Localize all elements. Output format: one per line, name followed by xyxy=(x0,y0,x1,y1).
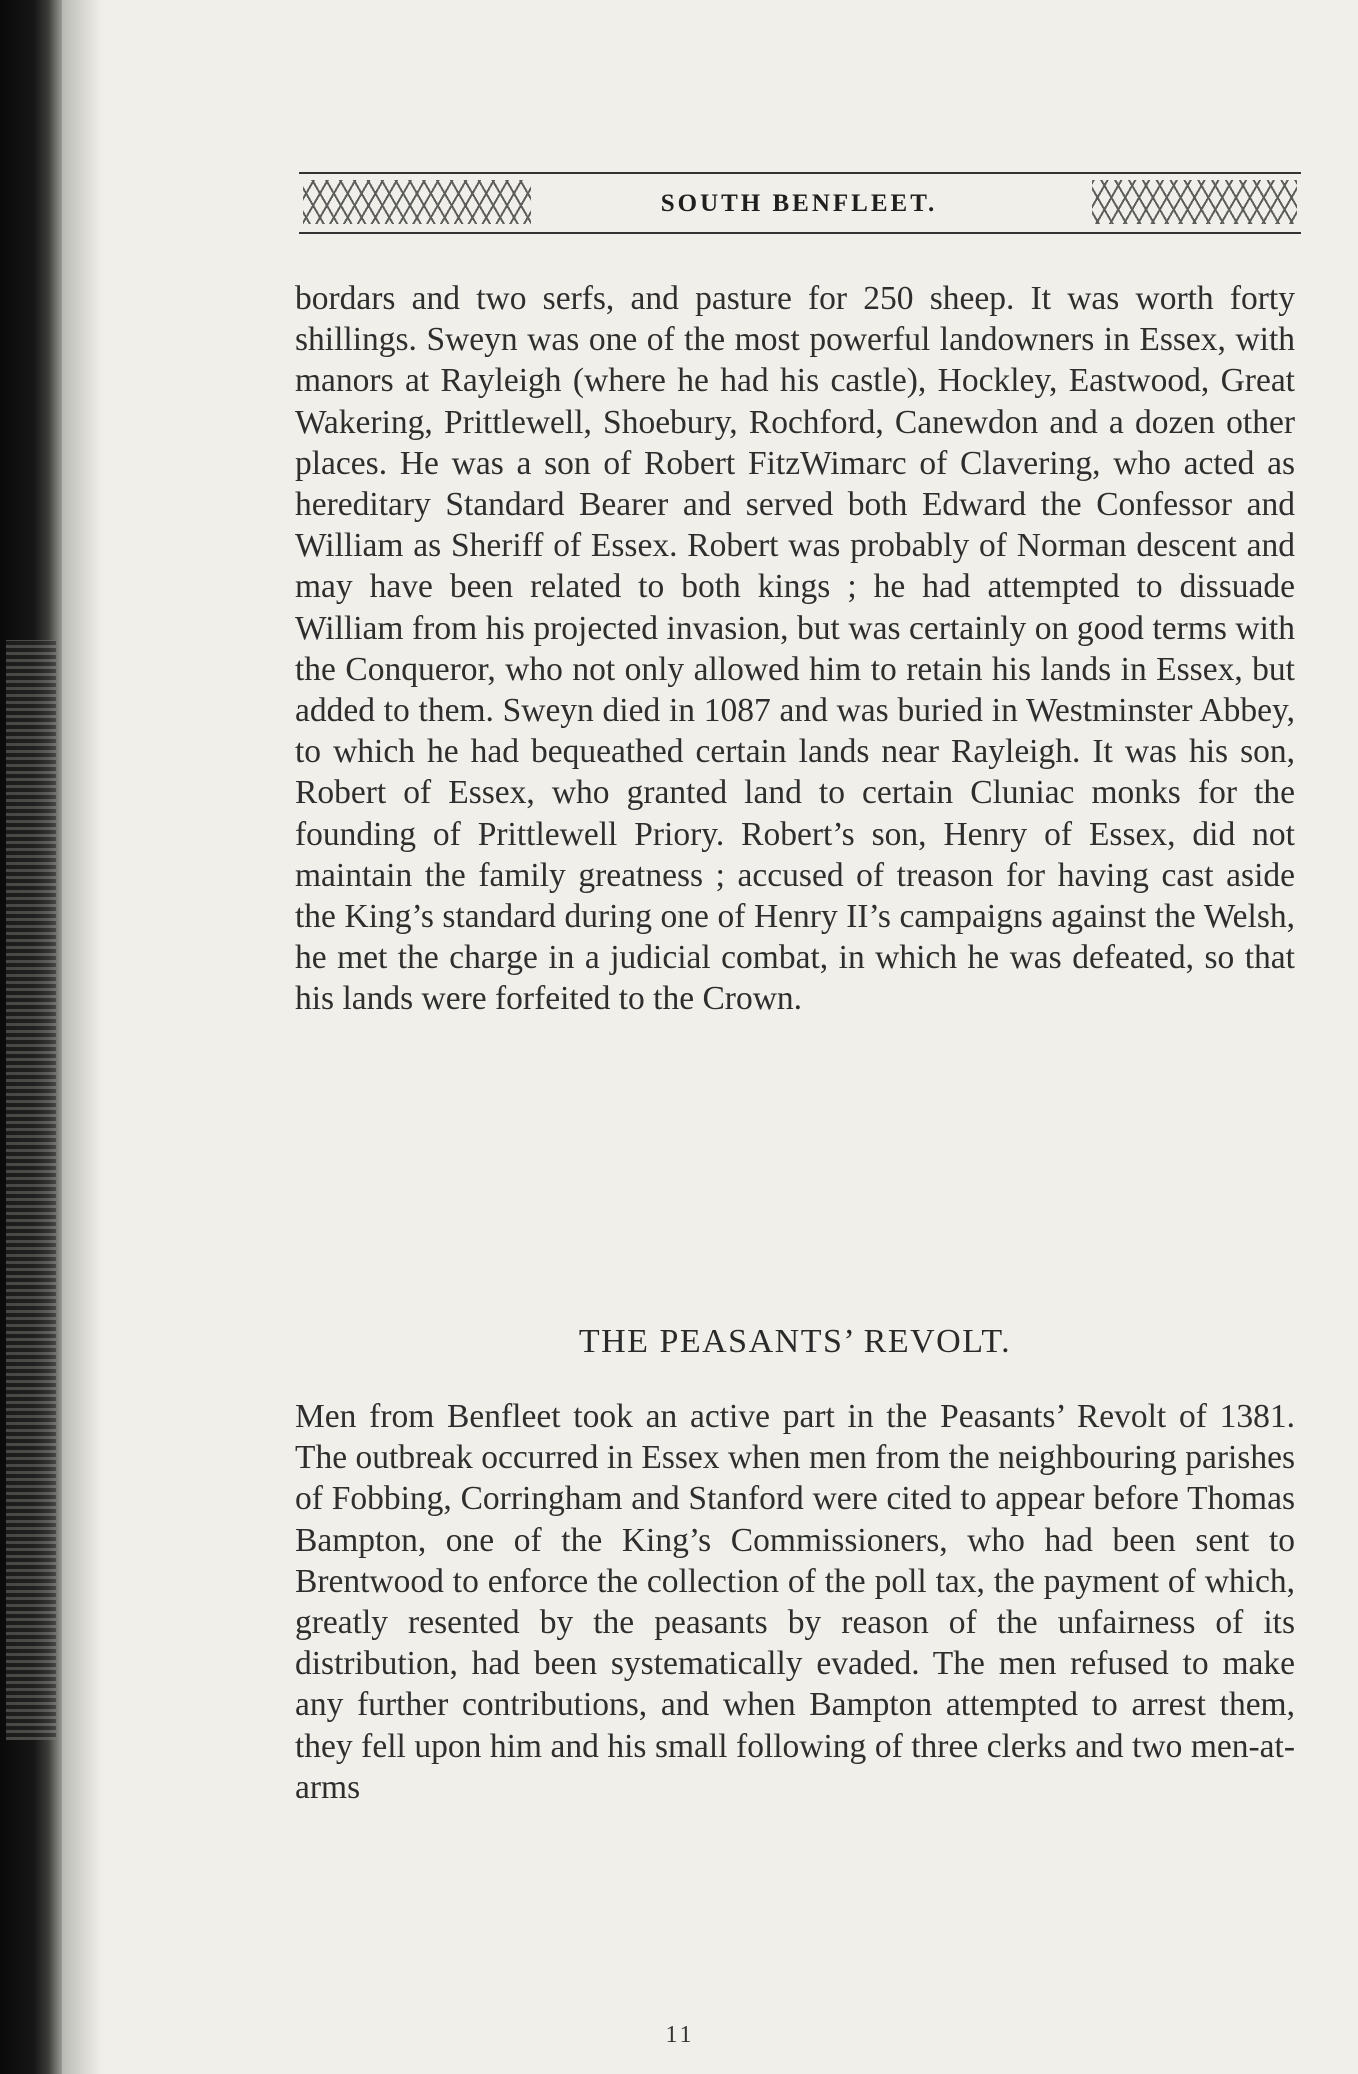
body-paragraph-1 xyxy=(295,278,1295,1020)
paragraph-text: Men from Benfleet took an active part in the Peasants’ Revolt of 1381. The outbreak occurred in Essex when men from the neighbouring parishes of Fobbing, Corringham and Stanford were cited to appear before Thomas Bampton, one of the King’s Commissioners, who had been sent to Brentwood to enforce the collection of the poll tax, the payment of which, greatly resented by the peasants by reason of the unfairness of its distribution, had been systematically evaded. The men refused to make any further contributions, and when Bampton attempted to arrest them, they fell upon him and his small following of three clerks and two men-at-arms xyxy=(295,1398,1295,1806)
book-spine xyxy=(0,0,62,2074)
running-head-title: SOUTH BENFLEET. xyxy=(660,190,938,217)
ornament-band-left xyxy=(303,180,531,224)
page-number: 11 xyxy=(665,2022,695,2048)
ornament-band-right xyxy=(1092,180,1297,224)
section-heading: THE PEASANTS’ REVOLT. xyxy=(578,1323,1012,1360)
running-head xyxy=(299,172,1301,234)
paragraph-text: bordars and two serfs, and pasture for 250 sheep. It was worth forty shillings. Sweyn was one of the most powerful landowners in Essex, with manors at Rayleigh (where he had his castle), Hockley, Eastwood, Great Wakering, Prittlewell, Shoebury, Rochford, Canewdon and a dozen other places. He was a son of Robert FitzWimarc of Clavering, who acted as hereditary Standard Bearer and served both Edward the Confessor and William as Sheriff of Essex. Robert was probably of Norman descent and may have been related to both kings ; he had attempted to dissuade William from his projected invasion, but was certainly on good terms with the Conqueror, who not only allowed him to retain his lands in Essex, but added to them. Sweyn died in 1087 and was buried in Westminster Abbey, to which he had bequeathed certain lands near Rayleigh. It was his son, Robert of Essex, who granted land to certain Cluniac monks for the founding of Prittlewell Priory. Robert’s son, Henry of Essex, did not maintain the family greatness ; accused of treason for having cast aside the King’s standard during one of Henry II’s campaigns against the Welsh, he met the charge in a judicial combat, in which he was defeated, so that his lands were forfeited to the Crown. xyxy=(295,280,1295,1018)
body-paragraph-2 xyxy=(295,1396,1295,1808)
page-gutter-shadow xyxy=(62,0,102,2074)
